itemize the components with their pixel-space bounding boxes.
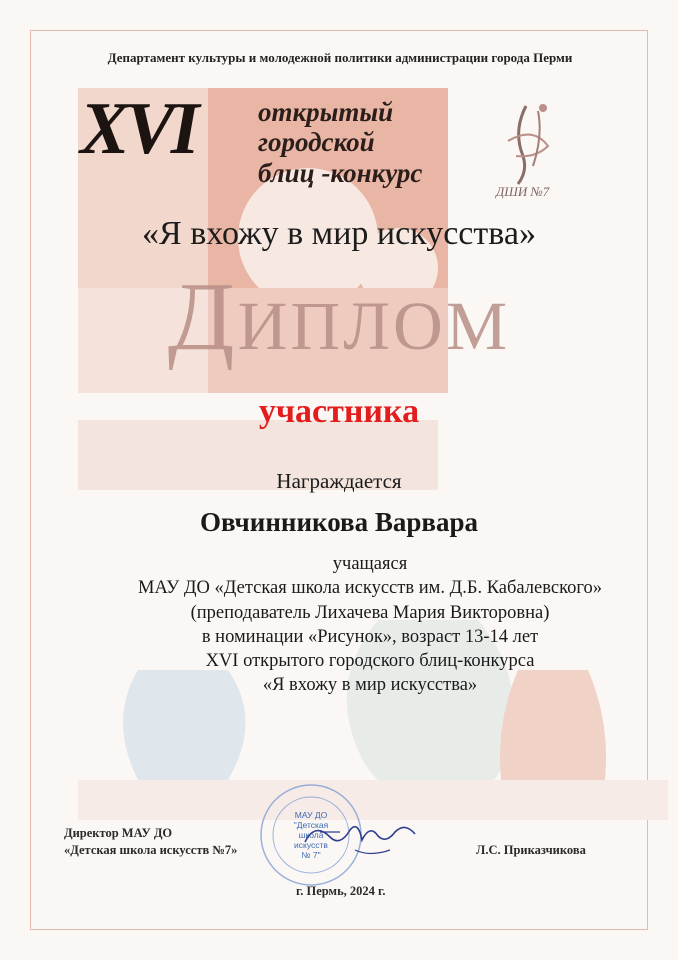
award-details xyxy=(60,552,678,698)
stamp-line: "Детская xyxy=(293,820,329,830)
stamp-line: МАУ ДО xyxy=(294,810,328,820)
diploma-heading: Диплом xyxy=(167,263,511,371)
school-logo-label: ДШИ №7 xyxy=(496,184,550,199)
stamp-line: искусств xyxy=(294,840,328,850)
award-line-contest: XVI открытого городского блиц-конкурса xyxy=(205,651,535,672)
contest-line-blitz: блиц -конкурс xyxy=(258,158,423,188)
contest-title: «Я вхожу в мир искусства» xyxy=(142,215,536,252)
award-line-student: учащаяся xyxy=(332,554,408,574)
contest-number: XVI xyxy=(80,88,196,170)
stamp-line: школа xyxy=(298,830,324,840)
stamp-line: № 7" xyxy=(301,850,321,860)
director-school: «Детская школа искусств №7» xyxy=(64,843,238,857)
contest-line-open: открытый xyxy=(258,97,394,127)
director-title: Директор МАУ ДО xyxy=(64,826,173,840)
department-header: Департамент культуры и молодежной политики администрации города Перми xyxy=(107,50,573,65)
contest-line-city: городской xyxy=(258,127,375,157)
recipient-name: Овчинникова Варвара xyxy=(200,507,478,537)
school-logo-icon xyxy=(488,96,568,196)
award-line-teacher: (преподаватель Лихачева Мария Викторовна) xyxy=(190,602,550,623)
diploma-kind: участника xyxy=(258,393,420,430)
signer-name: Л.С. Приказчикова xyxy=(476,843,586,857)
award-line-contest-title: «Я вхожу в мир искусства» xyxy=(262,675,478,696)
awarded-label: Награждается xyxy=(276,469,402,493)
award-line-school: МАУ ДО «Детская школа искусств им. Д.Б. Кабалевского» xyxy=(138,578,602,599)
place-date: г. Пермь, 2024 г. xyxy=(296,884,386,898)
award-line-nomination: в номинации «Рисунок», возраст 13-14 лет xyxy=(201,626,539,647)
handwritten-signature xyxy=(300,812,420,862)
